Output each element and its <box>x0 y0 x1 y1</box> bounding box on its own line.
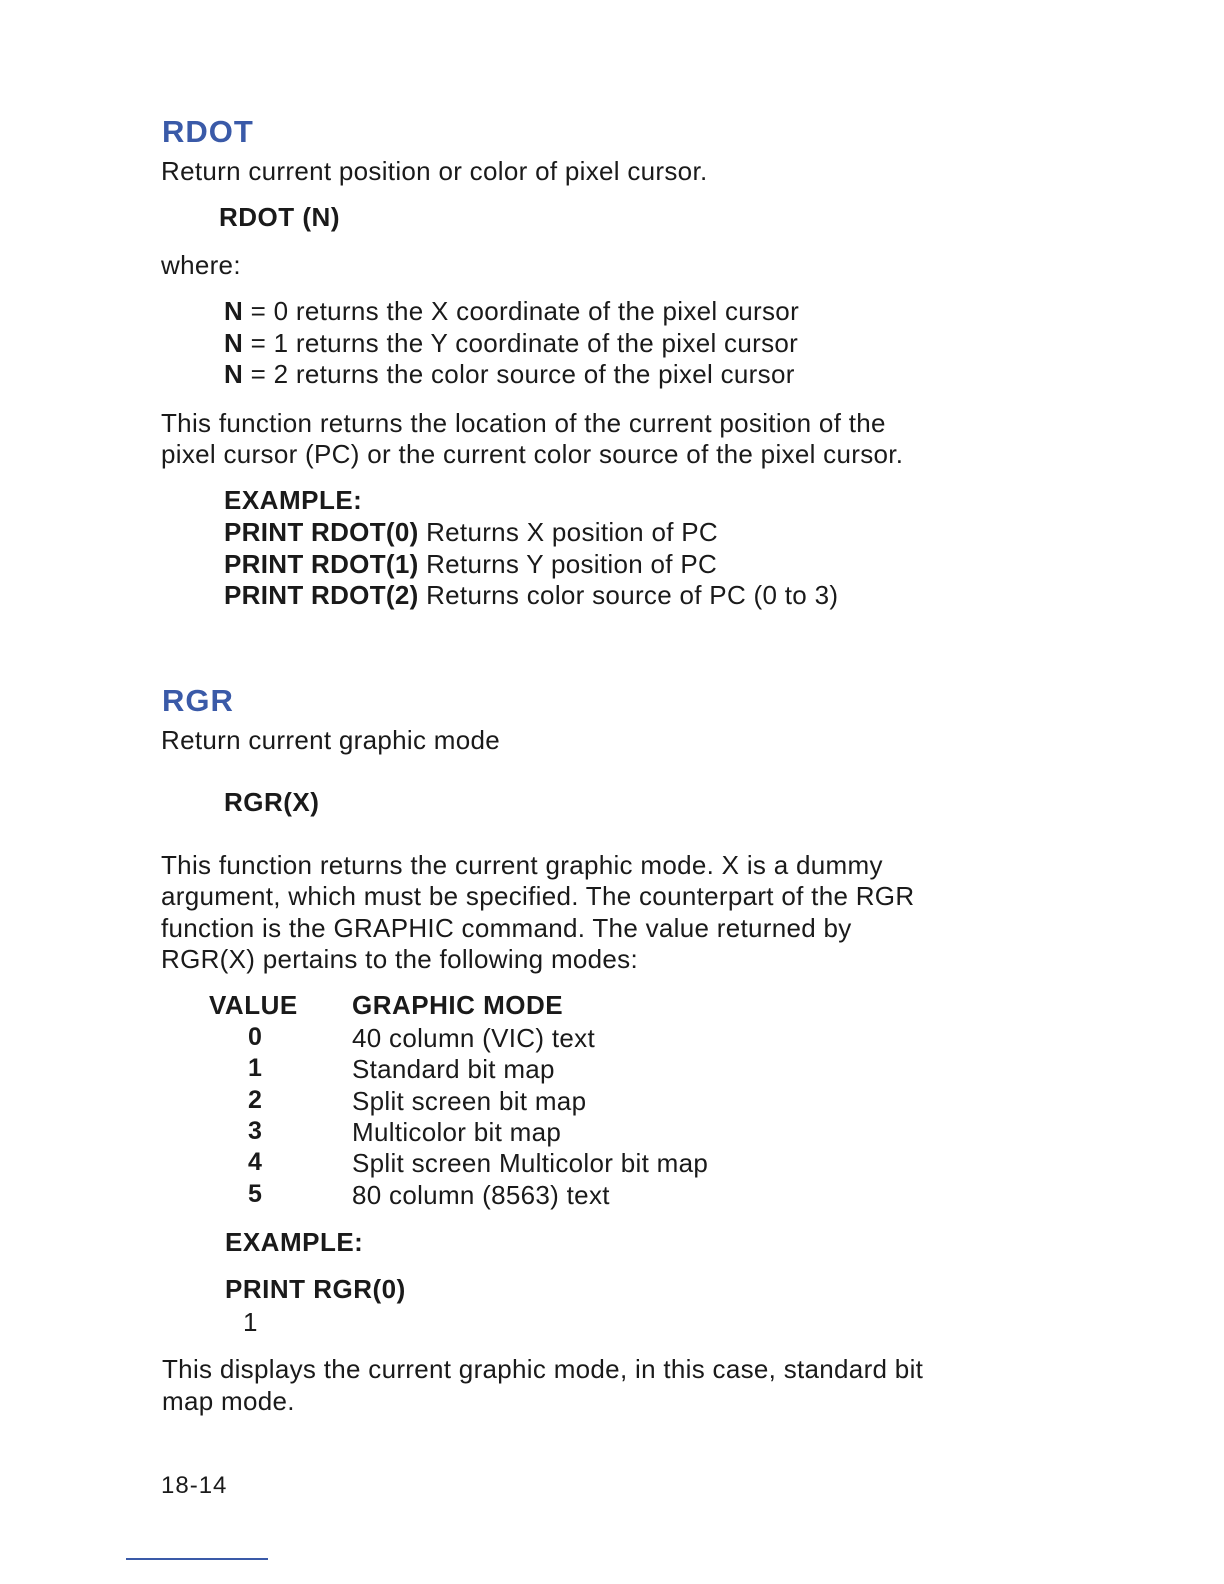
param-name: N <box>224 359 244 389</box>
rgr-paragraph-line-1: argument, which must be specified. The counterpart of the RGR <box>161 881 915 911</box>
page-number: 18-14 <box>161 1472 228 1499</box>
rgr-closing-line-1: map mode. <box>162 1386 295 1416</box>
table-row-mode: Split screen Multicolor bit map <box>352 1148 709 1178</box>
rgr-example-label: EXAMPLE: <box>225 1227 364 1257</box>
rgr-description: Return current graphic mode <box>161 725 501 755</box>
rdot-param-1 <box>224 328 798 359</box>
rgr-closing-line-0: This displays the current graphic mode, in this case, standard bit <box>162 1354 924 1384</box>
rgr-syntax: RGR(X) <box>224 787 320 817</box>
rdot-example-0 <box>224 517 718 548</box>
rdot-example-2 <box>224 580 838 611</box>
table-row-value: 3 <box>248 1117 262 1145</box>
table-row-value: 1 <box>248 1054 262 1082</box>
rgr-heading: RGR <box>162 683 234 718</box>
table-row-mode: Split screen bit map <box>352 1086 587 1116</box>
table-header-value: VALUE <box>209 990 298 1020</box>
example-text: Returns Y position of PC <box>426 549 718 579</box>
param-text: = 2 returns the color source of the pixel cursor <box>250 359 795 389</box>
example-text: Returns color source of PC (0 to 3) <box>426 580 839 610</box>
example-code: PRINT RDOT(2) <box>224 580 419 610</box>
rdot-paragraph-line-0: This function returns the location of the current position of the <box>161 408 886 438</box>
param-text: = 1 returns the Y coordinate of the pixel cursor <box>250 328 799 358</box>
rgr-example-code: PRINT RGR(0) <box>225 1274 406 1304</box>
table-row-value: 4 <box>248 1148 262 1176</box>
rdot-param-0 <box>224 296 799 327</box>
table-header-mode: GRAPHIC MODE <box>352 990 564 1020</box>
table-row-value: 2 <box>248 1086 262 1114</box>
table-row-mode: Multicolor bit map <box>352 1117 562 1147</box>
rdot-syntax: RDOT (N) <box>219 202 340 232</box>
table-row-mode: 40 column (VIC) text <box>352 1023 595 1053</box>
rgr-paragraph-line-0: This function returns the current graphic mode. X is a dummy <box>161 850 883 880</box>
table-row-mode: 80 column (8563) text <box>352 1180 610 1210</box>
rdot-param-2 <box>224 359 795 390</box>
rdot-where-label: where: <box>161 250 241 280</box>
rdot-description: Return current position or color of pixel cursor. <box>161 156 708 186</box>
rdot-example-1 <box>224 549 717 580</box>
param-name: N <box>224 296 244 326</box>
example-code: PRINT RDOT(1) <box>224 549 419 579</box>
rdot-example-label: EXAMPLE: <box>224 485 363 515</box>
table-row-value: 5 <box>248 1180 262 1208</box>
table-row-mode: Standard bit map <box>352 1054 555 1084</box>
rgr-paragraph-line-2: function is the GRAPHIC command. The value returned by <box>161 913 852 943</box>
param-name: N <box>224 328 244 358</box>
table-row-value: 0 <box>248 1023 262 1051</box>
example-text: Returns X position of PC <box>426 517 718 547</box>
rdot-paragraph-line-1: pixel cursor (PC) or the current color source of the pixel cursor. <box>161 439 904 469</box>
param-text: = 0 returns the X coordinate of the pixel cursor <box>250 296 800 326</box>
rdot-heading: RDOT <box>162 114 254 149</box>
example-code: PRINT RDOT(0) <box>224 517 419 547</box>
footer-rule <box>126 1558 268 1560</box>
rgr-paragraph-line-3: RGR(X) pertains to the following modes: <box>161 944 639 974</box>
rgr-example-output: 1 <box>243 1307 258 1337</box>
